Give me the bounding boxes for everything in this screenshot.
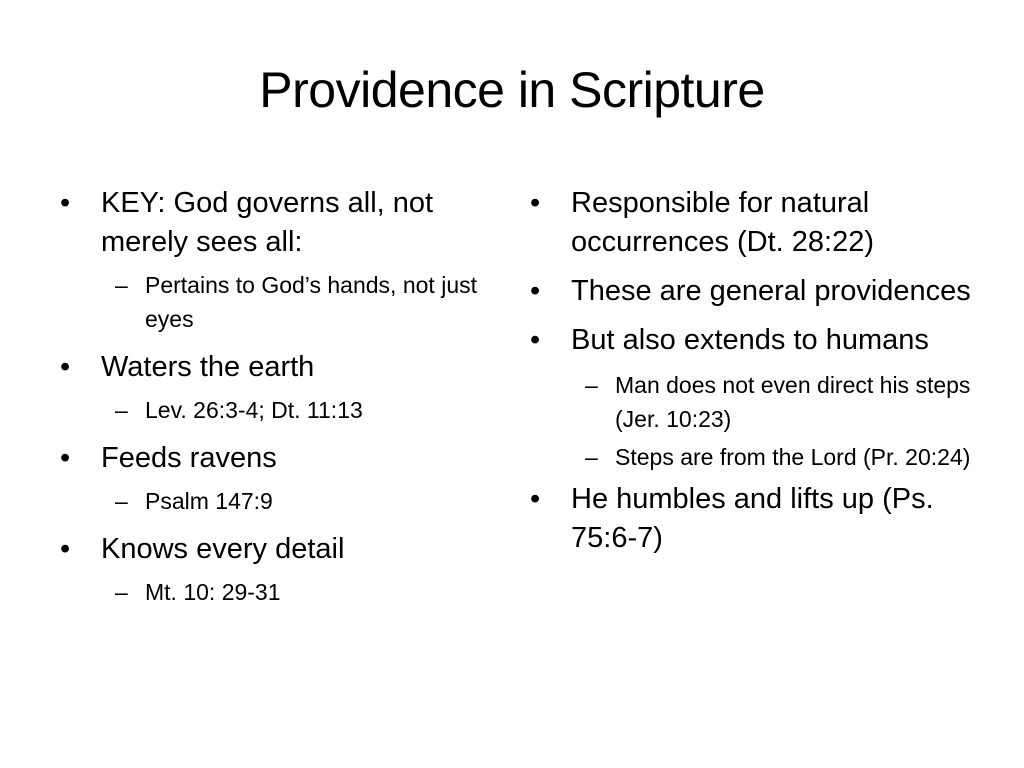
bullet-marker: • bbox=[60, 187, 71, 219]
right-column bbox=[530, 184, 975, 568]
sub-bullet-marker: – bbox=[115, 272, 128, 298]
sub-bullet-item bbox=[530, 368, 975, 436]
bullet-item bbox=[60, 348, 505, 387]
sub-bullet-item bbox=[60, 575, 505, 609]
sub-bullet-text: Psalm 147:9 bbox=[145, 488, 273, 514]
bullet-marker: • bbox=[60, 442, 71, 474]
bullet-marker: • bbox=[530, 324, 541, 356]
bullet-text: But also extends to humans bbox=[571, 324, 929, 356]
sub-bullet-item bbox=[530, 440, 975, 474]
sub-bullet-item bbox=[60, 484, 505, 518]
bullet-item bbox=[60, 439, 505, 478]
bullet-item bbox=[530, 480, 975, 558]
bullet-text: These are general providences bbox=[571, 275, 971, 307]
bullet-text: Feeds ravens bbox=[101, 442, 277, 474]
sub-bullet-text: Mt. 10: 29-31 bbox=[145, 579, 281, 605]
sub-bullet-item bbox=[60, 393, 505, 427]
left-column bbox=[60, 184, 505, 621]
sub-bullet-marker: – bbox=[115, 397, 128, 423]
sub-bullet-text: Man does not even direct his steps (Jer. 10:23) bbox=[615, 372, 971, 432]
bullet-marker: • bbox=[530, 275, 541, 307]
bullet-marker: • bbox=[530, 483, 541, 515]
bullet-text: Knows every detail bbox=[101, 533, 345, 565]
sub-bullet-marker: – bbox=[585, 444, 598, 470]
bullet-item bbox=[530, 184, 975, 262]
bullet-marker: • bbox=[60, 351, 71, 383]
sub-bullet-marker: – bbox=[115, 579, 128, 605]
sub-bullet-text: Lev. 26:3-4; Dt. 11:13 bbox=[145, 397, 363, 423]
bullet-text: Waters the earth bbox=[101, 351, 315, 383]
sub-bullet-marker: – bbox=[585, 372, 598, 398]
sub-bullet-text: Pertains to God’s hands, not just eyes bbox=[145, 272, 477, 332]
bullet-item bbox=[60, 530, 505, 569]
bullet-item bbox=[530, 272, 975, 311]
bullet-text: Responsible for natural occurrences (Dt. 28:22) bbox=[571, 187, 875, 258]
slide-title: Providence in Scripture bbox=[259, 62, 765, 118]
sub-bullet-marker: – bbox=[115, 488, 128, 514]
bullet-marker: • bbox=[60, 533, 71, 565]
bullet-item bbox=[530, 321, 975, 360]
bullet-item bbox=[60, 184, 505, 262]
bullet-text: KEY: God governs all, not merely sees all: bbox=[101, 187, 434, 258]
sub-bullet-text: Steps are from the Lord (Pr. 20:24) bbox=[615, 444, 971, 470]
sub-bullet-item bbox=[60, 268, 505, 336]
bullet-marker: • bbox=[530, 187, 541, 219]
bullet-text: He humbles and lifts up (Ps. 75:6-7) bbox=[571, 483, 934, 554]
